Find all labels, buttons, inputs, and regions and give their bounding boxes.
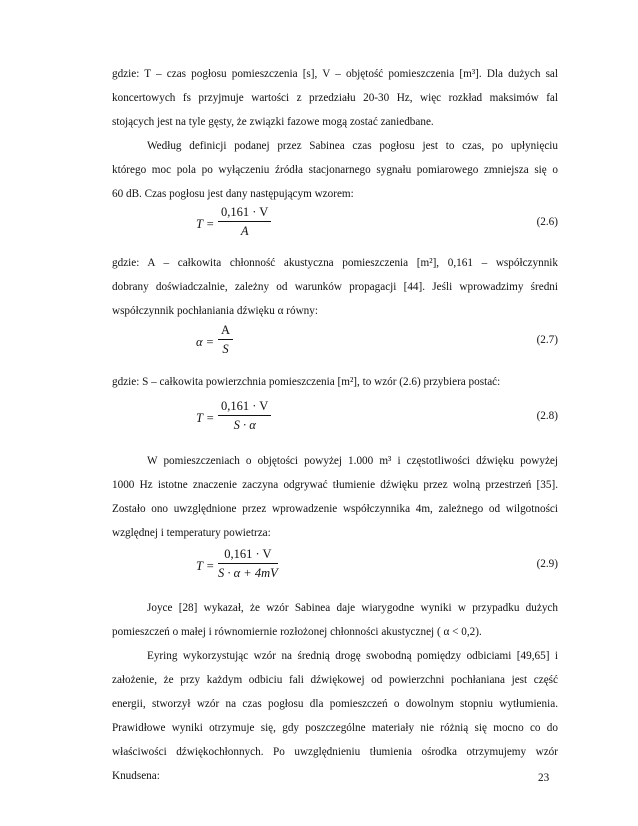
equation-number: (2.9) xyxy=(536,558,558,570)
equation-fraction xyxy=(218,546,278,581)
paragraph-line: 1000 Hz istotne znaczenie zaczyna odgrywać tłumienie dźwięku przez wolną przestrzeń [35]. xyxy=(112,479,558,491)
equation-lhs: T = xyxy=(196,217,215,231)
fraction-bar xyxy=(218,415,271,416)
fraction-bar xyxy=(218,221,271,222)
equation-2-9 xyxy=(196,546,558,590)
equation-number: (2.6) xyxy=(536,216,558,228)
equation-number: (2.8) xyxy=(536,410,558,422)
equation-fraction xyxy=(218,204,271,239)
equation-denominator: A xyxy=(240,224,249,238)
equation-fraction xyxy=(218,398,271,433)
paragraph-line: Zostało ono uwzględnione przez wprowadzenie współczynnika 4m, zależnego od wilgotności xyxy=(112,503,558,515)
equation-fraction xyxy=(218,322,233,357)
paragraph-line: właściwości dźwiękochłonnych. Po uwzględnieniu tłumienia ośrodka otrzymujemy wzór xyxy=(112,746,558,758)
fraction-bar xyxy=(218,339,233,340)
paragraph-line: Joyce [28] wykazał, że wzór Sabinea daje wiarygodne wyniki w przypadku dużych xyxy=(147,602,558,614)
equation-2-7 xyxy=(196,322,558,366)
equation-lhs: α = xyxy=(196,335,215,349)
paragraph-line: gdzie: A – całkowita chłonność akustyczna pomieszczenia [m²], 0,161 – współczynnik xyxy=(112,257,558,269)
paragraph-line: Prawidłowe wyniki otrzymuje się, gdy poszczególne materiały nie różnią się mocno co do xyxy=(112,722,558,734)
equation-2-8 xyxy=(196,398,558,442)
fraction-bar xyxy=(218,563,278,564)
equation-numerator: A xyxy=(221,323,231,337)
equation-2-6 xyxy=(196,204,558,248)
paragraph-line: założenie, że przy każdym odbiciu fali dźwiękowej od powierzchni pochłaniana jest część xyxy=(112,674,558,686)
paragraph-line: 60 dB. Czas pogłosu jest dany następującym wzorem: xyxy=(112,188,354,200)
equation-denominator: S · α + 4mV xyxy=(218,566,278,580)
equation-denominator: S · α xyxy=(233,418,256,432)
paragraph-line: dobrany doświadczalnie, zależny od warunków propagacji [44]. Jeśli wprowadzimy średni xyxy=(112,281,558,293)
paragraph-line: gdzie: S – całkowita powierzchnia pomieszczenia [m²], to wzór (2.6) przybiera postać: xyxy=(112,376,501,388)
paragraph-line: Według definicji podanej przez Sabinea czas pogłosu jest to czas, po upłynięciu xyxy=(147,140,558,152)
paragraph-line: stojących jest na tyle gęsty, że związki fazowe mogą zostać zaniedbane. xyxy=(112,116,434,128)
equation-lhs: T = xyxy=(196,411,215,425)
equation-denominator: S xyxy=(222,342,229,356)
equation-numerator: 0,161 · V xyxy=(221,399,269,413)
paragraph-line: którego moc pola po wyłączeniu źródła stacjonarnego sygnału pomiarowego zmniejsza się o xyxy=(112,164,558,176)
equation-numerator: 0,161 · V xyxy=(221,205,269,219)
equation-lhs: T = xyxy=(196,559,215,573)
paragraph-line: koncertowych fs przyjmuje wartości z przedziału 20-30 Hz, więc rozkład maksimów fal xyxy=(112,92,558,104)
equation-number: (2.7) xyxy=(536,334,558,346)
paragraph-line: pomieszczeń o małej i równomiernie rozłożonej chłonności akustycznej ( α < 0,2). xyxy=(112,626,482,638)
paragraph-line: Knudsena: xyxy=(112,770,160,782)
paragraph-line: gdzie: T – czas pogłosu pomieszczenia [s], V – objętość pomieszczenia [m³]. Dla dużych sal xyxy=(112,68,558,80)
paragraph-line: W pomieszczeniach o objętości powyżej 1.000 m³ i częstotliwości dźwięku powyżej xyxy=(147,455,558,467)
paragraph-line: współczynnik pochłaniania dźwięku α równy: xyxy=(112,305,318,317)
equation-numerator: 0,161 · V xyxy=(224,547,272,561)
paragraph-line: Eyring wykorzystując wzór na średnią drogę swobodną pomiędzy odbiciami [49,65] i xyxy=(147,650,558,662)
paragraph-line: względnej i temperatury powietrza: xyxy=(112,527,271,539)
paragraph-line: energii, stworzył wzór na czas pogłosu dla pomieszczeń o dowolnym stopniu wytłumienia. xyxy=(112,698,558,710)
page-number: 23 xyxy=(538,772,550,784)
